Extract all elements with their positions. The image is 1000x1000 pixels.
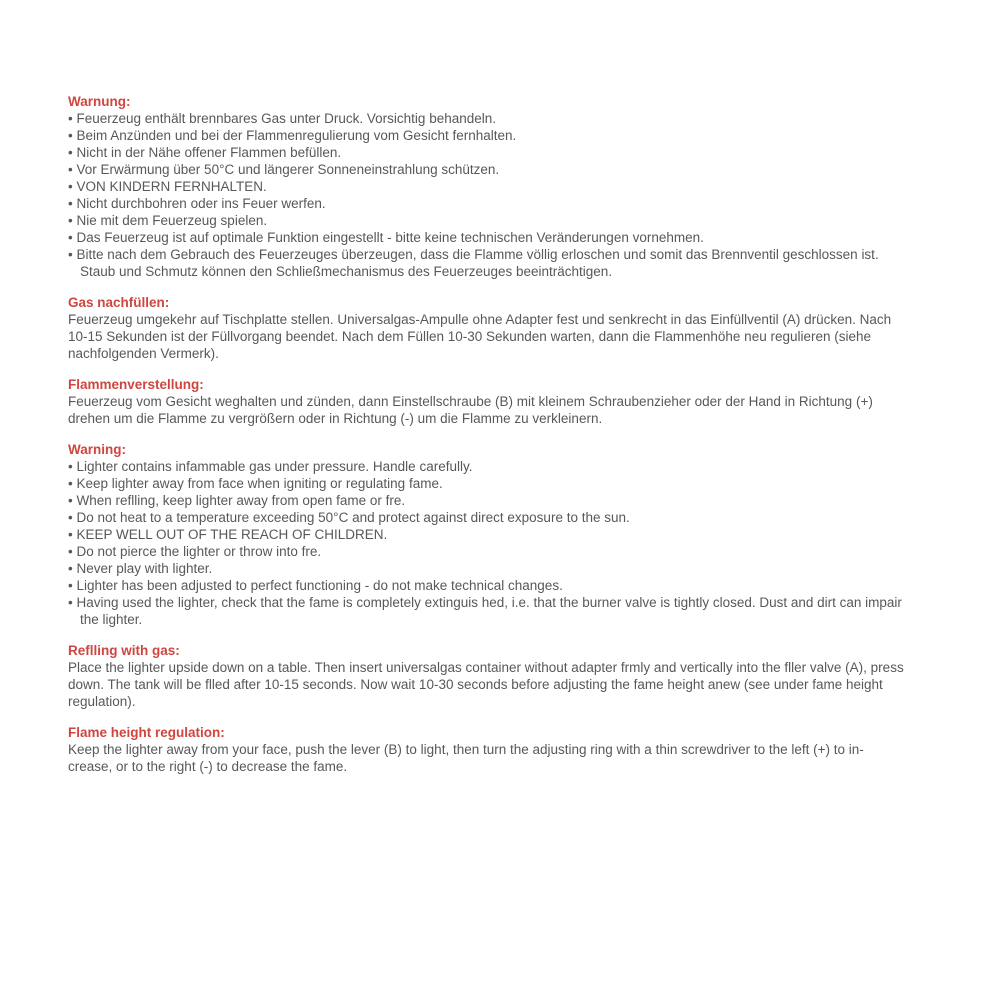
list-item xyxy=(68,161,906,178)
section-warning-en xyxy=(68,441,906,628)
bullet-marker: • xyxy=(68,578,73,593)
bullet-marker: • xyxy=(68,162,73,177)
bullet-marker: • xyxy=(68,128,73,143)
section-warnung-de xyxy=(68,93,906,280)
section-heading-warnung-de: Warnung: xyxy=(68,94,131,109)
list-item xyxy=(68,458,906,475)
bullet-marker: • xyxy=(68,493,73,508)
bullet-marker: • xyxy=(68,510,73,525)
list-item-text: When reflling, keep lighter away from open fame or fre. xyxy=(76,493,406,508)
list-item xyxy=(68,560,906,577)
paragraph-gas-nachfuellen: Feuerzeug umgekehr auf Tischplatte stellen. Universalgas-Ampulle ohne Adapter fest und senkrecht in das Einfüllventil (A) drücken. Nach 10-15 Sekunden ist der Füllvorgang beendet. Nach dem Füllen 10-30 Sekunden warten, dann die Flammenhöhe neu regulieren (siehe nachfolgenden Vermerk). xyxy=(68,312,892,361)
list-item xyxy=(68,526,906,543)
bullet-marker: • xyxy=(68,527,73,542)
bullet-marker: • xyxy=(68,213,73,228)
list-item-text: Beim Anzünden und bei der Flammenregulierung vom Gesicht fernhalten. xyxy=(76,128,517,143)
section-heading-refilling-with-gas: Reflling with gas: xyxy=(68,643,180,658)
section-heading-flammenverstellung: Flammenverstellung: xyxy=(68,377,204,392)
paragraph-flame-height-regulation: Keep the lighter away from your face, push the lever (B) to light, then turn the adjusting ring with a thin screwdriver to the left (+) to in- crease, or to the right (-) to decrease the fame. xyxy=(68,742,864,774)
section-gas-nachfuellen xyxy=(68,294,906,362)
list-item xyxy=(68,594,906,628)
section-flammenverstellung xyxy=(68,376,906,427)
list-item-text: Vor Erwärmung über 50°C und längerer Sonneneinstrahlung schützen. xyxy=(76,162,500,177)
list-item-text: Feuerzeug enthält brennbares Gas unter Druck. Vorsichtig behandeln. xyxy=(76,111,497,126)
list-item-text: Do not heat to a temperature exceeding 50°C and protect against direct exposure to the sun. xyxy=(76,510,630,525)
list-item xyxy=(68,127,906,144)
list-item-text: Do not pierce the lighter or throw into fre. xyxy=(76,544,322,559)
bullet-marker: • xyxy=(68,145,73,160)
list-item xyxy=(68,110,906,127)
bullet-marker: • xyxy=(68,111,73,126)
section-heading-warning-en: Warning: xyxy=(68,442,126,457)
list-item-text: Lighter contains infammable gas under pressure. Handle carefully. xyxy=(76,459,473,474)
bullet-marker: • xyxy=(68,561,73,576)
list-item-text: VON KINDERN FERNHALTEN. xyxy=(76,179,267,194)
list-item-text: KEEP WELL OUT OF THE REACH OF CHILDREN. xyxy=(76,527,388,542)
list-item xyxy=(68,475,906,492)
paragraph-refilling-with-gas: Place the lighter upside down on a table. Then insert universalgas container without adapter frmly and vertically into the fller valve (A), press down. The tank will be flled after 10-15 seconds. Now wait 10-30 seconds before adjusting the fame height anew (see under fame height regulation). xyxy=(68,660,904,709)
bullet-marker: • xyxy=(68,196,73,211)
list-item-text: Nie mit dem Feuerzeug spielen. xyxy=(76,213,268,228)
bullet-marker: • xyxy=(68,595,73,610)
list-item-text: Never play with lighter. xyxy=(76,561,213,576)
section-flame-height-regulation xyxy=(68,724,906,775)
bullet-marker: • xyxy=(68,544,73,559)
list-item xyxy=(68,246,906,280)
bullet-marker: • xyxy=(68,247,73,262)
list-item xyxy=(68,178,906,195)
list-item xyxy=(68,195,906,212)
list-item-text: Nicht durchbohren oder ins Feuer werfen. xyxy=(76,196,326,211)
list-item-text: Nicht in der Nähe offener Flammen befüllen. xyxy=(76,145,342,160)
list-item xyxy=(68,212,906,229)
list-item xyxy=(68,509,906,526)
section-refilling-with-gas xyxy=(68,642,906,710)
list-item-text: Bitte nach dem Gebrauch des Feuerzeuges überzeugen, dass die Flamme völlig erloschen und somit das Brennventil geschlossen ist. Staub und Schmutz können den Schließmechanismus des Feuerzeuges beeinträchtigen. xyxy=(76,247,879,279)
warning-en-list xyxy=(68,458,906,628)
instruction-leaflet xyxy=(68,93,906,775)
bullet-marker: • xyxy=(68,476,73,491)
list-item xyxy=(68,492,906,509)
section-heading-gas-nachfuellen: Gas nachfüllen: xyxy=(68,295,170,310)
list-item-text: Lighter has been adjusted to perfect functioning - do not make technical changes. xyxy=(76,578,563,593)
paragraph-flammenverstellung: Feuerzeug vom Gesicht weghalten und zünden, dann Einstellschraube (B) mit kleinem Schraubenzieher oder der Hand in Richtung (+) drehen um die Flamme zu vergrößern oder in Richtung (-) um die Flamme zu verkleinern. xyxy=(68,394,873,426)
warnung-de-list xyxy=(68,110,906,280)
list-item xyxy=(68,543,906,560)
list-item xyxy=(68,229,906,246)
section-heading-flame-height-regulation: Flame height regulation: xyxy=(68,725,225,740)
list-item-text: Keep lighter away from face when igniting or regulating fame. xyxy=(76,476,443,491)
bullet-marker: • xyxy=(68,179,73,194)
list-item xyxy=(68,577,906,594)
list-item-text: Das Feuerzeug ist auf optimale Funktion eingestellt - bitte keine technischen Veränderungen vornehmen. xyxy=(76,230,704,245)
list-item-text: Having used the lighter, check that the fame is completely extinguis hed, i.e. that the burner valve is tightly closed. Dust and dirt can impair the lighter. xyxy=(76,595,902,627)
bullet-marker: • xyxy=(68,459,73,474)
bullet-marker: • xyxy=(68,230,73,245)
list-item xyxy=(68,144,906,161)
